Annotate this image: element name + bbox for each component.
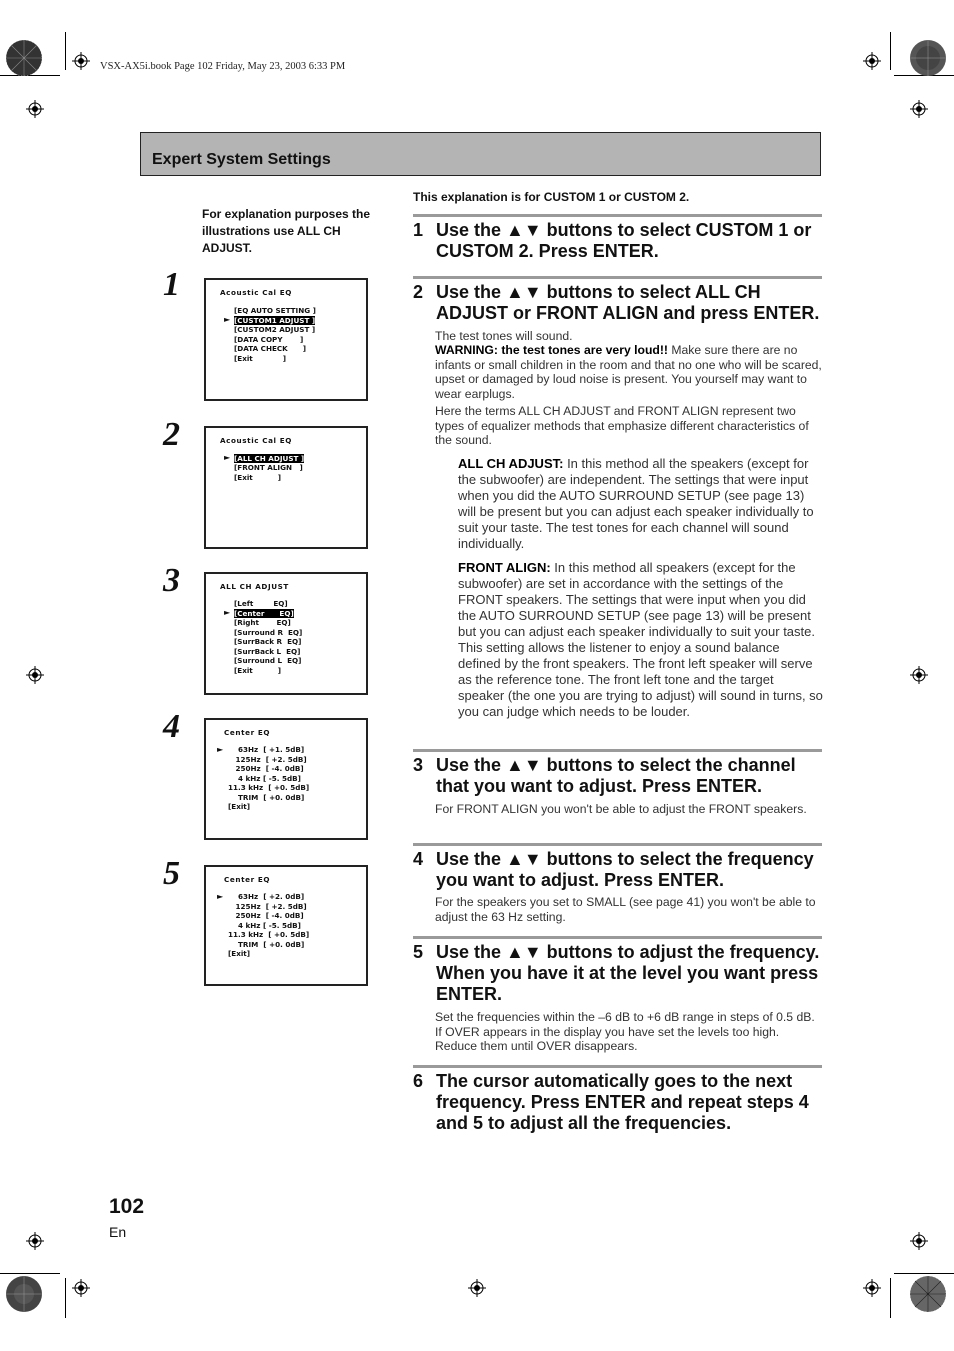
cursor-icon: ► [224,608,231,617]
cursor-icon: ► [224,315,231,324]
step-text: Use the ▲▼ buttons to adjust the frequency. When you have it at the level you want press ENTER. [436,942,820,1004]
registration-mark-icon [468,1279,486,1297]
menu-row: [DATA CHECK ] [234,344,307,353]
step-text: The cursor automatically goes to the next frequency. Press ENTER and repeat steps 4 and 5 to adjust all the frequencies. [436,1071,809,1133]
menu-row: [EQ AUTO SETTING ] [234,306,316,315]
all-ch-adjust-label: ALL CH ADJUST: [458,456,564,471]
menu-row: [CUSTOM2 ADJUST ] [234,325,316,334]
section-header [140,132,821,176]
step-text: Use the ▲▼ buttons to select the channel that you want to adjust. Press ENTER. [436,755,796,796]
step-number: 1 [413,220,424,240]
step-divider [413,214,822,217]
menu-row: [Exit] [228,949,251,958]
registration-mark-icon [26,666,44,684]
screen-title: Acoustic Cal EQ [220,288,292,297]
menu-row: 4 kHz [ -5. 5dB] [228,773,301,783]
osd-screen-2 [204,426,368,549]
menu-row: [FRONT ALIGN ] [234,463,303,472]
registration-mark-icon [863,52,881,70]
cursor-icon: ► [217,892,224,901]
step-text: Use the ▲▼ buttons to select ALL CH ADJUST or FRONT ALIGN and press ENTER. [436,282,820,323]
step-text: Use the ▲▼ buttons to select the frequency you want to adjust. Press ENTER. [436,849,814,890]
menu-row: [Exit ] [234,353,287,363]
menu-row: 125Hz [ +2. 5dB] [228,901,307,911]
step-divider [413,843,822,846]
menu-row-selected: [ALL CH ADJUST ] [234,453,305,463]
menu-row: TRIM [ +0. 0dB] [228,939,305,949]
osd-screen-5 [204,865,368,986]
registration-mark-icon [72,1279,90,1297]
screen-title: Center EQ [224,728,271,737]
crop-mark [65,32,66,70]
screen-title: Acoustic Cal EQ [220,436,292,445]
menu-row: 11.3 kHz [ +0. 5dB] [228,783,310,792]
step-divider [413,1065,822,1068]
front-align-paragraph [458,560,823,720]
step-divider [413,276,822,279]
illustration-number: 2 [163,416,180,453]
menu-row: 125Hz [ +2. 5dB] [228,754,307,764]
osd-screen-1 [204,278,368,401]
crop-mark [890,1278,891,1318]
registration-mark-icon [910,1232,928,1250]
cursor-icon: ► [224,453,231,462]
screen-title: ALL CH ADJUST [220,582,289,591]
step-2-intro: The test tones will sound. [435,329,573,343]
registration-mark-icon [26,100,44,118]
step-number: 3 [413,755,424,775]
registration-mark-icon [863,1279,881,1297]
step-5-note: Set the frequencies within the –6 dB to +6 dB range in steps of 0.5 dB. If OVER appears in the display you have set the levels too high. Reduce them until OVER disappears. [435,1010,815,1054]
menu-row: 11.3 kHz [ +0. 5dB] [228,930,310,939]
menu-row: [SurrBack R EQ] [234,637,302,646]
warning-label: WARNING: the test tones are very loud!! [435,343,668,357]
osd-screen-4 [204,718,368,840]
step-3-note: For FRONT ALIGN you won't be able to adjust the FRONT speakers. [435,802,807,816]
warning-paragraph [435,343,823,401]
menu-row: 63Hz [ +1. 5dB] [228,745,305,754]
front-align-label: FRONT ALIGN: [458,560,551,575]
front-align-text: In this method all speakers (except for the subwoofer) are set in accordance with the settings of the FRONT speakers. The settings that were input when you did the AUTO SURROUND SETUP (see page 13) will be present but you can adjust each speaker individually to suit your taste. This setting allows the listener to enjoy a sound balance defined by the front speakers. The front left speaker will serve as the reference tone. The front left tone and the target speaker (the one you are trying to adjust) will sound in turns, so you can judge which needs to be louder. [458,560,823,719]
print-rosette-icon [908,1274,948,1314]
terms-paragraph: Here the terms ALL CH ADJUST and FRONT ALIGN represent two types of equalizer methods that emphasize different characteristics of the sound. [435,404,809,448]
step-divider [413,749,822,752]
step-text: Use the ▲▼ buttons to select CUSTOM 1 or CUSTOM 2. Press ENTER. [436,220,812,261]
menu-row-selected: 63Hz [ +2. 0dB] [228,892,305,901]
osd-screen-3 [204,572,368,695]
menu-row: [Exit] [228,802,251,811]
menu-row: TRIM [ +0. 0dB] [228,792,305,802]
menu-row: [SurrBack L EQ] [234,646,301,656]
menu-row: 250Hz [ -4. 0dB] [228,911,304,920]
screen-title: Center EQ [224,875,271,884]
all-ch-adjust-text: In this method all the speakers (except for the subwoofer) are independent. The settings that were input when you did the AUTO SURROUND SETUP (see page 13) will be present but you can adjust each speaker individually to suit your taste. The test tones for each channel will sound individually. [458,456,814,551]
menu-row: [Surround R EQ] [234,627,303,637]
page-number: 102 [109,1195,145,1218]
registration-mark-icon [910,100,928,118]
step-number: 4 [413,849,424,869]
step-number: 6 [413,1071,424,1091]
illustration-note: For explanation purposes the illustrations use ALL CH ADJUST. [202,207,371,255]
warning-text: Make sure there are no infants or small children in the room and that no one who will be scared, upset or damaged by loud noise is present. You yourself may want to wear earplugs. [435,343,822,401]
print-rosette-icon [908,38,948,78]
crop-mark [65,1278,66,1318]
step-number: 5 [413,942,424,962]
menu-row-selected: [Center EQ] [234,608,294,618]
print-rosette-icon [4,38,44,78]
menu-row: [Left EQ] [234,599,288,608]
menu-row: [Right EQ] [234,618,291,627]
file-info: VSX-AX5i.book Page 102 Friday, May 23, 2003 6:33 PM [100,61,346,72]
custom-note: This explanation is for CUSTOM 1 or CUSTOM 2. [413,190,690,204]
menu-row: 250Hz [ -4. 0dB] [228,764,304,773]
section-title: Expert System Settings [152,151,331,168]
menu-row-selected: [CUSTOM1 ADJUST ] [234,315,316,325]
print-rosette-icon [4,1274,44,1314]
illustration-number: 3 [163,562,180,599]
step-number: 2 [413,282,424,302]
cursor-icon: ► [217,745,224,754]
illustration-number: 4 [163,708,180,745]
menu-row: 4 kHz [ -5. 5dB] [228,920,301,930]
step-divider [413,936,822,939]
menu-row: [Surround L EQ] [234,656,302,665]
registration-mark-icon [26,1232,44,1250]
menu-row: [DATA COPY ] [234,334,304,344]
all-ch-adjust-paragraph [458,456,823,552]
illustration-number: 5 [163,855,180,892]
registration-mark-icon [910,666,928,684]
menu-row: [Exit ] [234,472,282,482]
step-4-note: For the speakers you set to SMALL (see page 41) you won't be able to adjust the 63 Hz setting. [435,895,816,924]
menu-row: [Exit ] [234,665,282,675]
illustration-number: 1 [163,266,180,303]
language-code: En [109,1224,127,1240]
registration-mark-icon [72,52,90,70]
crop-mark [890,32,891,70]
